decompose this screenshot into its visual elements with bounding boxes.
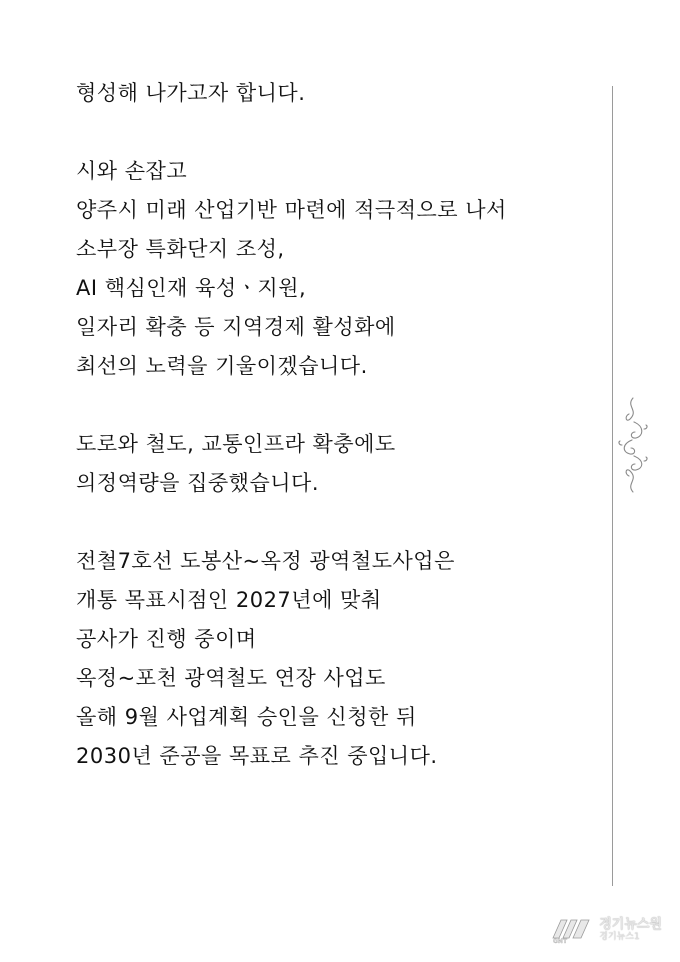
text-line: 2030년 준공을 목표로 추진 중입니다.: [76, 744, 438, 768]
text-line: 올해 9월 사업계획 승인을 신청한 뒤: [76, 705, 417, 729]
paragraph-3: [76, 425, 596, 503]
paragraph-1: [76, 74, 596, 113]
text-line: 개통 목표시점인 2027년에 맞춰: [76, 588, 382, 612]
text-line: 옥정~포천 광역철도 연장 사업도: [76, 666, 386, 690]
watermark-sub-text: 경기뉴스1: [599, 932, 640, 942]
gnt-logo-icon: [549, 916, 593, 944]
text-line: 시와 손잡고: [76, 159, 188, 183]
text-line: 최선의 노력을 기울이겠습니다.: [76, 354, 368, 378]
watermark-text: [599, 918, 662, 942]
svg-text:GNT: GNT: [553, 938, 568, 944]
paragraph-gap: [76, 386, 596, 425]
text-line: 전철7호선 도봉산~옥정 광역철도사업은: [76, 549, 455, 573]
text-line: AI 핵심인재 육성ㆍ지원,: [76, 276, 307, 300]
watermark-main-text: 경기뉴스원: [599, 917, 662, 932]
text-line: 일자리 확충 등 지역경제 활성화에: [76, 315, 396, 339]
text-line: 의정역량을 집중했습니다.: [76, 471, 319, 495]
text-line: 형성해 나가고자 합니다.: [76, 81, 306, 105]
paragraph-2: [76, 152, 596, 386]
vertical-divider-line: [612, 86, 613, 886]
paragraph-gap: [76, 503, 596, 542]
text-line: 소부장 특화단지 조성,: [76, 237, 285, 261]
text-line: 양주시 미래 산업기반 마련에 적극적으로 나서: [76, 198, 507, 222]
paragraph-gap: [76, 113, 596, 152]
paragraph-4: [76, 542, 596, 776]
watermark: [549, 916, 662, 944]
text-line: 공사가 진행 중이며: [76, 627, 257, 651]
text-body: [76, 74, 596, 776]
flourish-ornament-icon: [616, 396, 650, 494]
text-line: 도로와 철도, 교통인프라 확충에도: [76, 432, 396, 456]
